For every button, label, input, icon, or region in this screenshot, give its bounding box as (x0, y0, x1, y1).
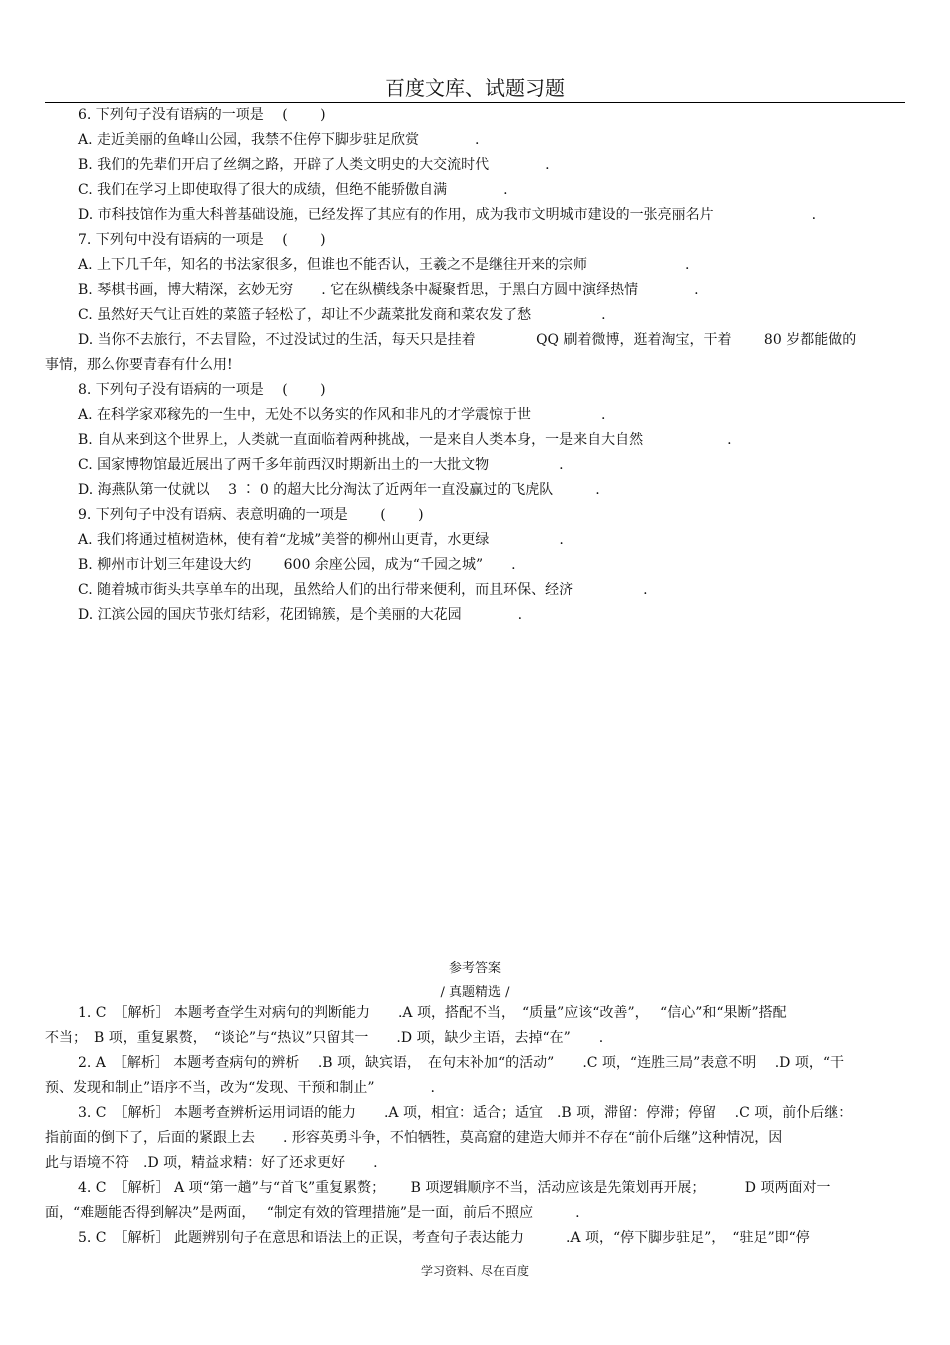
answer-4-line-2: 面，“难题能否得到解决”是两面， “制定有效的管理措施”是一面，前后不照应 . (45, 1205, 580, 1221)
question-8-option-d: D. 海燕队第一仗就以 3 ∶ 0 的超大比分淘汰了近两年一直没赢过的飞虎队 . (78, 482, 600, 498)
answer-1-line-2: 不当； B 项，重复累赘， “谈论”与“热议”只留其一 .D 项，缺少主语，去掉“在” . (45, 1030, 604, 1046)
answer-3-line-1: 3. C ［解析］ 本题考查辨析运用词语的能力 .A 项，相宜：适合；适宜 .B 项，滞留：停滞；停留 .C 项，前仆后继： (78, 1105, 853, 1121)
question-8-option-c: C. 国家博物馆最近展出了两千多年前西汉时期新出土的一大批文物 . (78, 457, 564, 473)
question-6-option-b: B. 我们的先辈们开启了丝绸之路，开辟了人类文明史的大交流时代 . (78, 157, 550, 173)
answer-2-line-1: 2. A ［解析］ 本题考查病句的辨析 .B 项，缺宾语， 在句末补加“的活动” .C 项，“连胜三局”表意不明 .D 项，“干 (78, 1055, 844, 1071)
question-9-option-c: C. 随着城市街头共享单车的出现，虽然给人们的出行带来便利，而且环保、经济 . (78, 582, 648, 598)
question-7-option-b: B. 琴棋书画，博大精深，玄妙无穷 . 它在纵横线条中凝聚哲思，于黑白方圆中演绎热情 . (78, 282, 699, 298)
answer-3-line-3: 此与语境不符 .D 项，精益求精：好了还求更好 . (45, 1155, 378, 1171)
question-6-option-c: C. 我们在学习上即使取得了很大的成绩，但绝不能骄傲自满 . (78, 182, 508, 198)
question-9-option-d: D. 江滨公园的国庆节张灯结彩，花团锦簇，是个美丽的大花园 . (78, 607, 523, 623)
page-header-title: 百度文库、试题习题 (385, 76, 565, 100)
answers-subtitle: / 真题精选 / (440, 985, 510, 1000)
answer-4-line-1: 4. C ［解析］ A 项“第一趟”与“首飞”重复累赘； B 项逻辑顺序不当，活动应该是先策划再开展； D 项两面对一 (78, 1180, 831, 1196)
question-6-option-d: D. 市科技馆作为重大科普基础设施，已经发挥了其应有的作用，成为我市文明城市建设的一张亮丽名片 . (78, 207, 817, 223)
question-7-option-d: D. 当你不去旅行，不去冒险，不过没试过的生活，每天只是挂着 QQ 刷着微博，逛着淘宝，干着 80 岁都能做的 (78, 332, 857, 348)
page-footer: 学习资料、尽在百度 (420, 1264, 529, 1278)
question-9-stem: 9. 下列句子中没有语病、表意明确的一项是 ( ) (78, 507, 424, 523)
question-7-option-d-continuation: 事情，那么你要青春有什么用! (45, 357, 233, 373)
answer-5-line-1: 5. C ［解析］ 此题辨别句子在意思和语法上的正误，考查句子表达能力 .A 项，“停下脚步驻足”， “驻足”即“停 (78, 1230, 810, 1246)
header-divider (45, 102, 905, 103)
question-6-stem: 6. 下列句子没有语病的一项是 ( ) (78, 107, 326, 123)
question-9-option-b: B. 柳州市计划三年建设大约 600 余座公园，成为“千园之城” . (78, 557, 516, 573)
answer-3-line-2: 指前面的倒下了，后面的紧跟上去 . 形容英勇斗争，不怕牺牲，莫高窟的建造大师并不存在“前仆后继”这种情况，因 (45, 1130, 783, 1146)
question-8-option-b: B. 自从来到这个世界上，人类就一直面临着两种挑战，一是来自人类本身，一是来自大自然 . (78, 432, 732, 448)
question-7-option-c: C. 虽然好天气让百姓的菜篮子轻松了，却让不少蔬菜批发商和菜农发了愁 . (78, 307, 606, 323)
question-8-option-a: A. 在科学家邓稼先的一生中，无处不以务实的作风和非凡的才学震惊于世 . (78, 407, 606, 423)
answer-1-line-1: 1. C ［解析］ 本题考查学生对病句的判断能力 .A 项，搭配不当， “质量”应该“改善”， “信心”和“果断”搭配 (78, 1005, 787, 1021)
question-7-stem: 7. 下列句中没有语病的一项是 ( ) (78, 232, 326, 248)
question-8-stem: 8. 下列句子没有语病的一项是 ( ) (78, 382, 326, 398)
answer-2-line-2: 预、发现和制止”语序不当，改为“发现、干预和制止” . (45, 1080, 435, 1096)
question-7-option-a: A. 上下几千年，知名的书法家很多，但谁也不能否认，王羲之不是继往开来的宗师 . (78, 257, 690, 273)
answers-title: 参考答案 (448, 961, 501, 976)
question-6-option-a: A. 走近美丽的鱼峰山公园，我禁不住停下脚步驻足欣赏 . (78, 132, 480, 148)
question-9-option-a: A. 我们将通过植树造林，使有着“龙城”美誉的柳州山更青，水更绿 . (78, 532, 564, 548)
